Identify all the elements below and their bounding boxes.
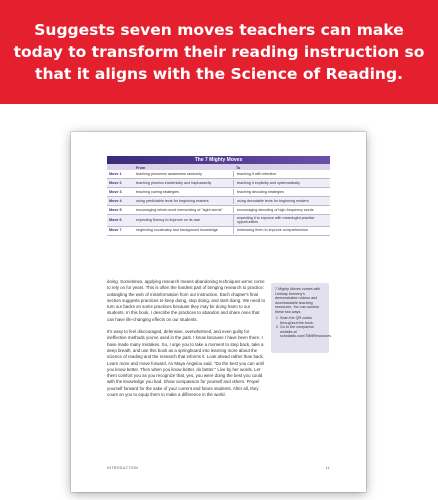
headline-banner <box>0 0 438 104</box>
table-row <box>107 215 330 227</box>
sidebar-step: 2. Go to the companion website at scholastic.com/7MMResources. <box>280 325 325 339</box>
to-cell: teaching it explicitly and systematically <box>233 180 330 186</box>
from-cell: using predictable texts for beginning readers <box>136 198 209 203</box>
from-cell: expecting fluency to improve on its own <box>136 218 201 223</box>
header-to: To <box>236 166 241 170</box>
paragraph: It's easy to feel discouraged, defensive, overwhelmed, and even guilty for ineffective methods you've used in the past. I know because I have been there. I have made many mistakes. So, I urge you to take a moment to step back, take a deep breath, and use this book as a springboard into learning more about the science of reading and the research that informs it. Look ahead rather than back. Learn more and move forward. As Maya Angelou said, "Do the best you can until you know better. Then when you know better, do better." Live by her words. Let them comfort you as you recognize that, yes, you were doing the best you could with the knowledge you had. Show compassion for yourself and others. Propel yourself forward for the sake of your current and future students. After all, they count on you to equip them to make a difference in the world. <box>107 329 264 398</box>
from-cell: encouraging whole-word memorizing of "sight words" <box>136 207 223 212</box>
sidebar-steps <box>275 316 333 339</box>
to-cell: teaching it with intention <box>233 171 330 177</box>
table-row <box>107 206 330 215</box>
to-cell: embracing them to improve comprehension <box>233 227 330 233</box>
body-text <box>107 279 267 404</box>
to-cell: encouraging decoding of high-frequency words <box>233 207 330 213</box>
header-move-col <box>107 164 133 170</box>
from-cell: neglecting vocabulary and background knowledge <box>136 228 218 233</box>
sidebar-step: 1. Scan the QR codes throughout the book. <box>280 316 325 325</box>
move-label: Move 5 <box>109 207 122 212</box>
table-title: The 7 Mighty Moves <box>107 156 330 164</box>
to-cell: using decodable texts for beginning readers <box>233 198 330 204</box>
sidebar-intro: 7 Mighty Moves comes with Lindsay Kemeny's demonstration videos and downloadable teaching resources. You can access these two ways: <box>275 287 321 314</box>
section-label: INTRODUCTION <box>107 466 139 470</box>
table-row <box>107 179 330 188</box>
table-body <box>107 170 330 236</box>
book-page <box>71 132 366 492</box>
table-row <box>107 227 330 236</box>
mighty-moves-table <box>107 156 330 236</box>
to-cell: teaching decoding strategies <box>233 189 330 195</box>
move-label: Move 1 <box>109 171 122 176</box>
from-cell: teaching phonemic awareness randomly <box>136 171 203 176</box>
table-row <box>107 170 330 179</box>
table-row <box>107 197 330 206</box>
page-number: 11 <box>325 466 330 470</box>
resources-sidebar <box>271 283 333 353</box>
move-label: Move 4 <box>109 198 122 203</box>
table-row <box>107 188 330 197</box>
header-from: From <box>136 166 146 170</box>
page-footer <box>107 466 330 470</box>
table-header <box>107 164 330 170</box>
move-label: Move 3 <box>109 189 122 194</box>
headline-text: Suggests seven moves teachers can make today to transform their reading instruction so that it aligns with the Science of Reading. <box>13 21 425 83</box>
from-cell: teaching cueing strategies <box>136 189 179 194</box>
move-label: Move 2 <box>109 180 122 185</box>
from-cell: teaching phonics incidentally and haphazardly <box>136 180 212 185</box>
move-label: Move 6 <box>109 218 122 223</box>
to-cell: expecting it to improve with meaningful practice opportunities <box>233 215 330 226</box>
move-label: Move 7 <box>109 228 122 233</box>
paragraph: doing. Sometimes, applying research means abandoning techniques we've come to rely on for years. This is often the hardest part of bringing research to practice: untangling the web of misinformation from our instruction. Each chapter's final section suggests practices to keep doing, stop doing, and start doing. We need to turn our backs on some practices because they may be doing harm to our students. In this book, I describe the practices to abandon and share ones that can have life-changing effects on our students. <box>107 279 266 322</box>
